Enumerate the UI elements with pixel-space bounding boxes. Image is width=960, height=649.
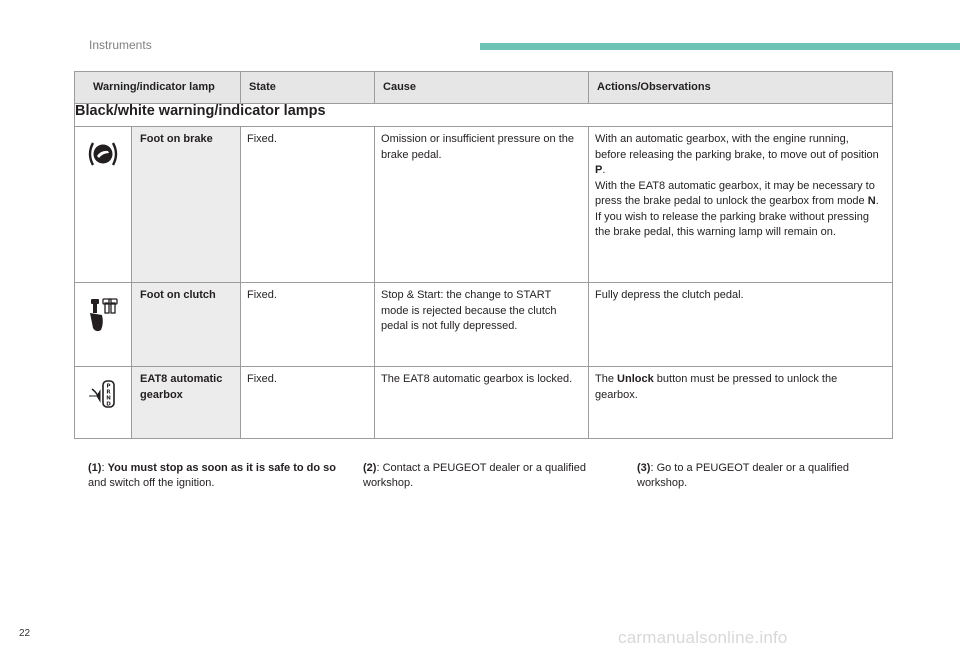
actions-text: If you wish to release the parking brake without pressing the brake pedal, this warning lamp will remain on. — [595, 210, 869, 238]
lamp-cause: Omission or insufficient pressure on the brake pedal. — [375, 127, 589, 283]
footnote-number: (2) — [363, 462, 377, 474]
lamp-actions: With an automatic gearbox, with the engine running, before releasing the parking brake, to move out of position P. With the EAT8 automatic gearbox, it may be necessary to press the brake pedal to unlock the gearbox from mode N. If you wish to release the parking brake without pressing the brake pedal, this warning lamp will remain on. — [589, 127, 893, 283]
header-state: State — [241, 72, 375, 104]
section-accent-bar — [480, 43, 960, 50]
svg-text:D: D — [106, 401, 111, 408]
lamp-name: EAT8 automatic gearbox — [132, 367, 241, 439]
actions-text: With an automatic gearbox, with the engine running, before releasing the parking brake, to move out of position — [595, 133, 879, 161]
header-lamp: Warning/indicator lamp — [75, 72, 241, 104]
icon-cell — [75, 367, 132, 439]
foot-on-clutch-icon — [87, 295, 119, 339]
group-title: Black/white warning/indicator lamps — [75, 104, 893, 127]
footnote-number: (1) — [88, 462, 102, 474]
lamp-name: Foot on brake — [132, 127, 241, 283]
actions-bold: Unlock — [617, 373, 654, 385]
lamp-state: Fixed. — [241, 127, 375, 283]
group-row — [75, 104, 893, 127]
footnote-1: (1): You must stop as soon as it is safe to do so and switch off the ignition. — [88, 462, 336, 489]
foot-on-brake-icon — [86, 139, 120, 175]
icon-cell — [75, 283, 132, 367]
table-row — [75, 283, 893, 367]
lamp-actions — [589, 367, 893, 439]
lamp-state: Fixed. — [241, 283, 375, 367]
lamp-name: Foot on clutch — [132, 283, 241, 367]
section-title: Instruments — [89, 38, 152, 52]
footnote-text: Contact a PEUGEOT dealer or a qualified workshop. — [363, 462, 586, 489]
footnote-number: (3) — [637, 462, 651, 474]
gearbox-prnd-icon — [86, 379, 120, 415]
footnote-text: Go to a PEUGEOT dealer or a qualified workshop. — [637, 462, 849, 489]
page-number: 22 — [19, 628, 31, 639]
table-row — [75, 127, 893, 283]
lamp-actions: Fully depress the clutch pedal. — [589, 283, 893, 367]
actions-bold: P — [595, 164, 603, 176]
svg-text:N: N — [106, 395, 111, 402]
table-header-row — [75, 72, 893, 104]
svg-text:P: P — [106, 383, 111, 390]
lamp-state: Fixed. — [241, 367, 375, 439]
table-row — [75, 367, 893, 439]
actions-bold: N — [867, 195, 876, 207]
actions-text: button must be pressed to unlock the gearbox. — [595, 373, 838, 401]
lamp-cause: The EAT8 automatic gearbox is locked. — [375, 367, 589, 439]
footnote-bold-text: You must stop as soon as it is safe to do so — [107, 462, 336, 474]
svg-text:R: R — [106, 389, 111, 396]
icon-cell — [75, 127, 132, 283]
header-cause: Cause — [375, 72, 589, 104]
actions-text: With the EAT8 automatic gearbox, it may be necessary to press the brake pedal to unlock the gearbox from mode — [595, 179, 875, 207]
warning-lamps-table — [74, 71, 893, 439]
watermark: carmanualsonline.info — [618, 628, 788, 647]
actions-text: The — [595, 373, 614, 385]
header-actions: Actions/Observations — [589, 72, 893, 104]
footnote-2: (2): Contact a PEUGEOT dealer or a qualified workshop. — [363, 462, 586, 489]
lamp-cause: Stop & Start: the change to START mode is rejected because the clutch pedal is not fully depressed. — [375, 283, 589, 367]
footnote-3: (3): Go to a PEUGEOT dealer or a qualified workshop. — [637, 462, 849, 489]
footnote-text: and switch off the ignition. — [88, 477, 215, 489]
